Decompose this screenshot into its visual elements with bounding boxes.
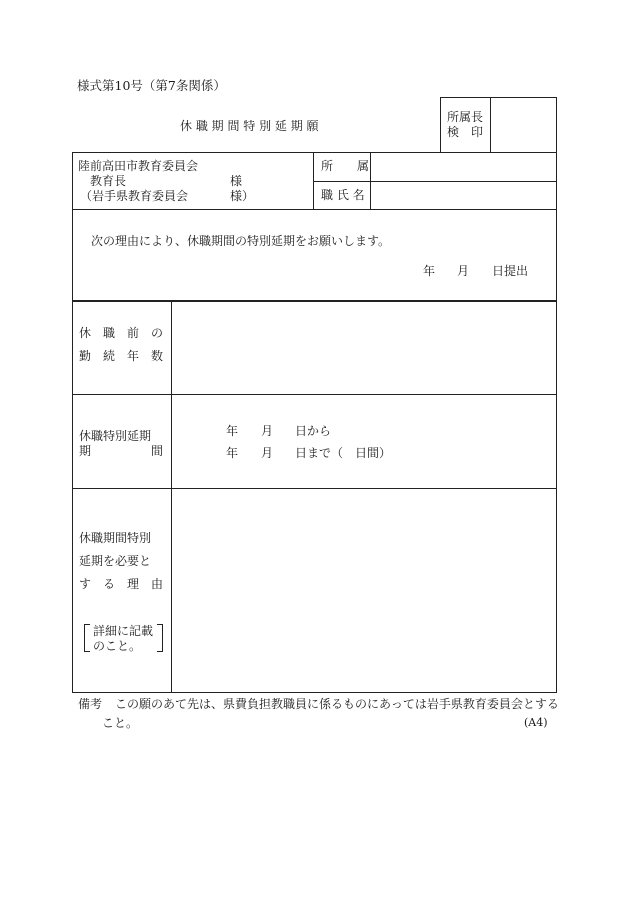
reason-note-1: 詳細に記載	[93, 624, 154, 638]
affiliation-label: 所 属	[321, 159, 370, 173]
period-to-month: 月	[261, 446, 274, 460]
section-divider	[72, 300, 557, 302]
reason-note-2: のこと。	[93, 639, 142, 653]
reason-label-2: 延期を必要と	[79, 554, 152, 568]
paper-size: (A4)	[524, 716, 548, 729]
name-label: 職 氏 名	[321, 188, 365, 202]
note-bracket-right	[157, 624, 163, 652]
note-bracket-left	[84, 624, 90, 652]
stamp-label-1: 所属長	[447, 110, 484, 124]
form-number: 様式第10号（第7条関係）	[77, 78, 226, 93]
period-to-year: 年	[226, 446, 239, 460]
reason-label-3: す る 理 由	[79, 577, 164, 591]
table-column-divider	[171, 301, 172, 692]
period-from-day: 日から	[295, 424, 332, 438]
row-divider-1	[72, 394, 557, 395]
reason-field[interactable]	[176, 493, 552, 688]
addressee-line-3: （岩手県教育委員会	[80, 189, 189, 203]
header-bottom-border	[72, 209, 557, 210]
form-title: 休 職 期 間 特 別 延 期 願	[180, 119, 319, 133]
reason-label-1: 休職期間特別	[79, 531, 152, 545]
period-from-month: 月	[261, 424, 274, 438]
submit-year: 年	[423, 264, 436, 278]
addressee-line-2: 教育長	[90, 174, 127, 188]
name-field[interactable]	[376, 185, 552, 207]
stamp-divider	[490, 97, 491, 153]
row-divider-2	[72, 488, 557, 489]
form-left-border	[72, 152, 73, 692]
tenure-label-1: 休 職 前 の	[79, 326, 164, 340]
tenure-label-2: 勤 続 年 数	[79, 349, 164, 363]
addressee-line-1: 陸前高田市教育委員会	[78, 159, 199, 173]
remarks-text-2: こと。	[102, 716, 139, 730]
submit-month: 月	[457, 264, 470, 278]
field-row-divider	[313, 181, 556, 182]
period-from-year: 年	[226, 424, 239, 438]
stamp-label-2: 検 印	[447, 125, 484, 139]
remarks-text-1: この願のあて先は、県費負担教職員に係るものにあっては岩手県教育委員会とする	[115, 697, 559, 711]
period-label-2: 期 間	[79, 444, 164, 458]
form-bottom-border	[72, 692, 557, 693]
period-label-1: 休職特別延期	[79, 429, 152, 443]
period-to-day: 日まで（ 日間）	[295, 446, 392, 460]
affiliation-field[interactable]	[376, 156, 552, 178]
remarks-prefix: 備考	[78, 697, 103, 711]
addressee-honorific-2: 様）	[230, 189, 255, 203]
submit-day: 日提出	[492, 264, 529, 278]
addressee-honorific-1: 様	[230, 174, 243, 188]
request-text: 次の理由により、休職期間の特別延期をお願いします。	[91, 234, 391, 248]
